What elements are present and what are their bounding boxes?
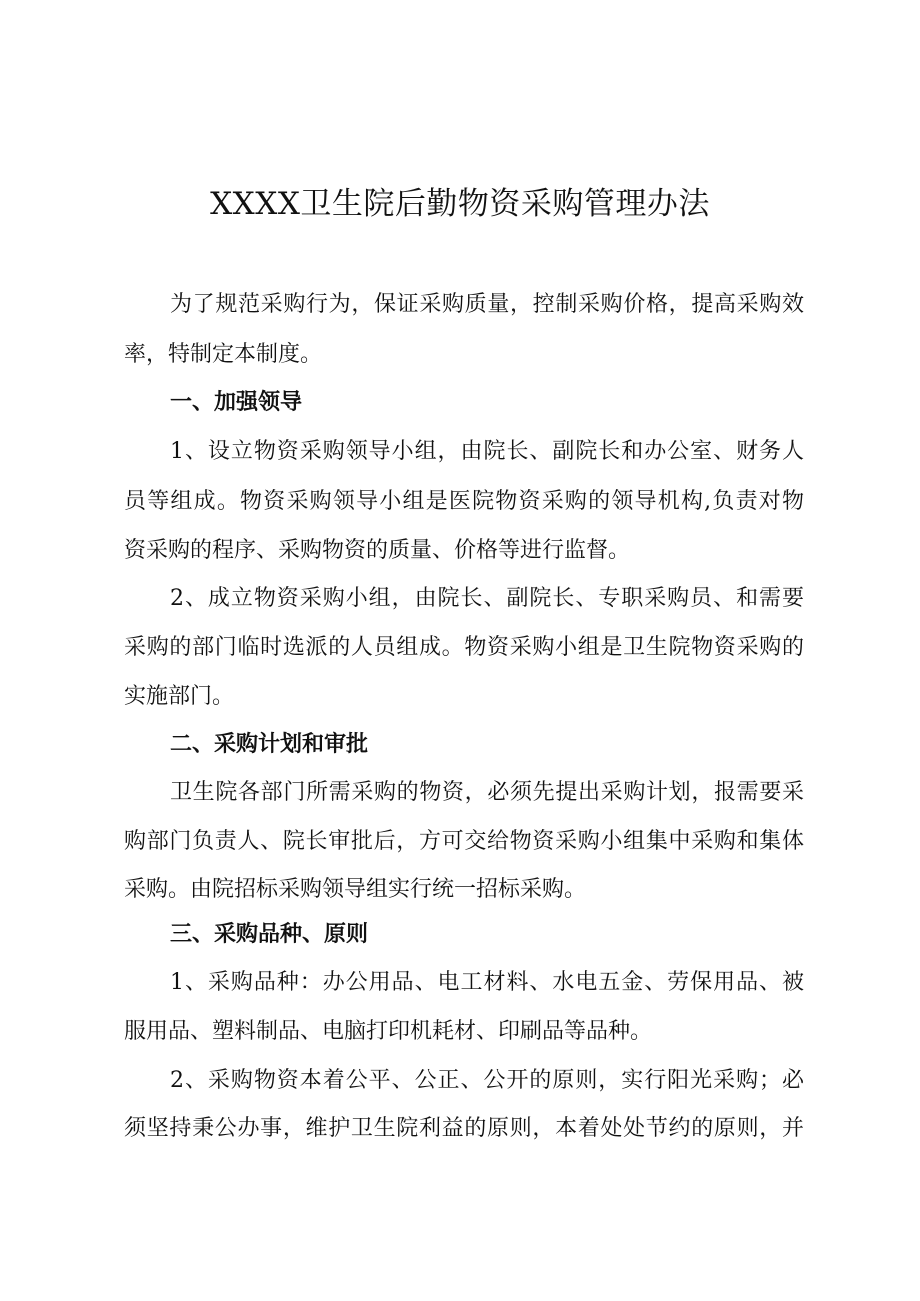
section-1-heading: 一、加强领导 <box>170 390 303 415</box>
document-title: XXXX卫生院后勤物资采购管理办法 <box>210 186 710 222</box>
section-3-item-2-line-1: 2、采购物资本着公平、公正、公开的原则，实行阳光采购；必 <box>170 1068 804 1093</box>
section-3-item-1-line-2: 服用品、塑料制品、电脑打印机耗材、印刷品等品种。 <box>124 1019 653 1044</box>
section-2-line-3: 采购。由院招标采购领导组实行统一招标采购。 <box>124 877 587 902</box>
section-1-item-2-line-3: 实施部门。 <box>124 684 235 709</box>
section-1-item-1-line-3: 资采购的程序、采购物资的质量、价格等进行监督。 <box>124 538 631 563</box>
section-1-item-1-line-1: 1、设立物资采购领导小组，由院长、副院长和办公室、财务人 <box>170 439 804 464</box>
section-3-item-1-line-1: 1、采购品种：办公用品、电工材料、水电五金、劳保用品、被 <box>170 970 804 995</box>
section-1-item-1-line-2: 员等组成。物资采购领导小组是医院物资采购的领导机构,负责对物 <box>124 489 804 514</box>
section-2-heading: 二、采购计划和审批 <box>170 732 369 757</box>
section-1-item-2-line-2: 采购的部门临时选派的人员组成。物资采购小组是卫生院物资采购的 <box>124 635 804 660</box>
section-2-line-2: 购部门负责人、院长审批后，方可交给物资采购小组集中采购和集体 <box>124 829 804 854</box>
section-3-item-2-line-2: 须坚持秉公办事，维护卫生院利益的原则，本着处处节约的原则，并 <box>124 1116 804 1141</box>
section-2-line-1: 卫生院各部门所需采购的物资，必须先提出采购计划，报需要采 <box>170 780 804 805</box>
intro-line-2: 率，特制定本制度。 <box>124 342 323 367</box>
section-1-item-2-line-1: 2、成立物资采购小组，由院长、副院长、专职采购员、和需要 <box>170 586 804 611</box>
section-3-heading: 三、采购品种、原则 <box>170 922 369 947</box>
intro-line-1: 为了规范采购行为，保证采购质量，控制采购价格，提高采购效 <box>170 292 804 317</box>
